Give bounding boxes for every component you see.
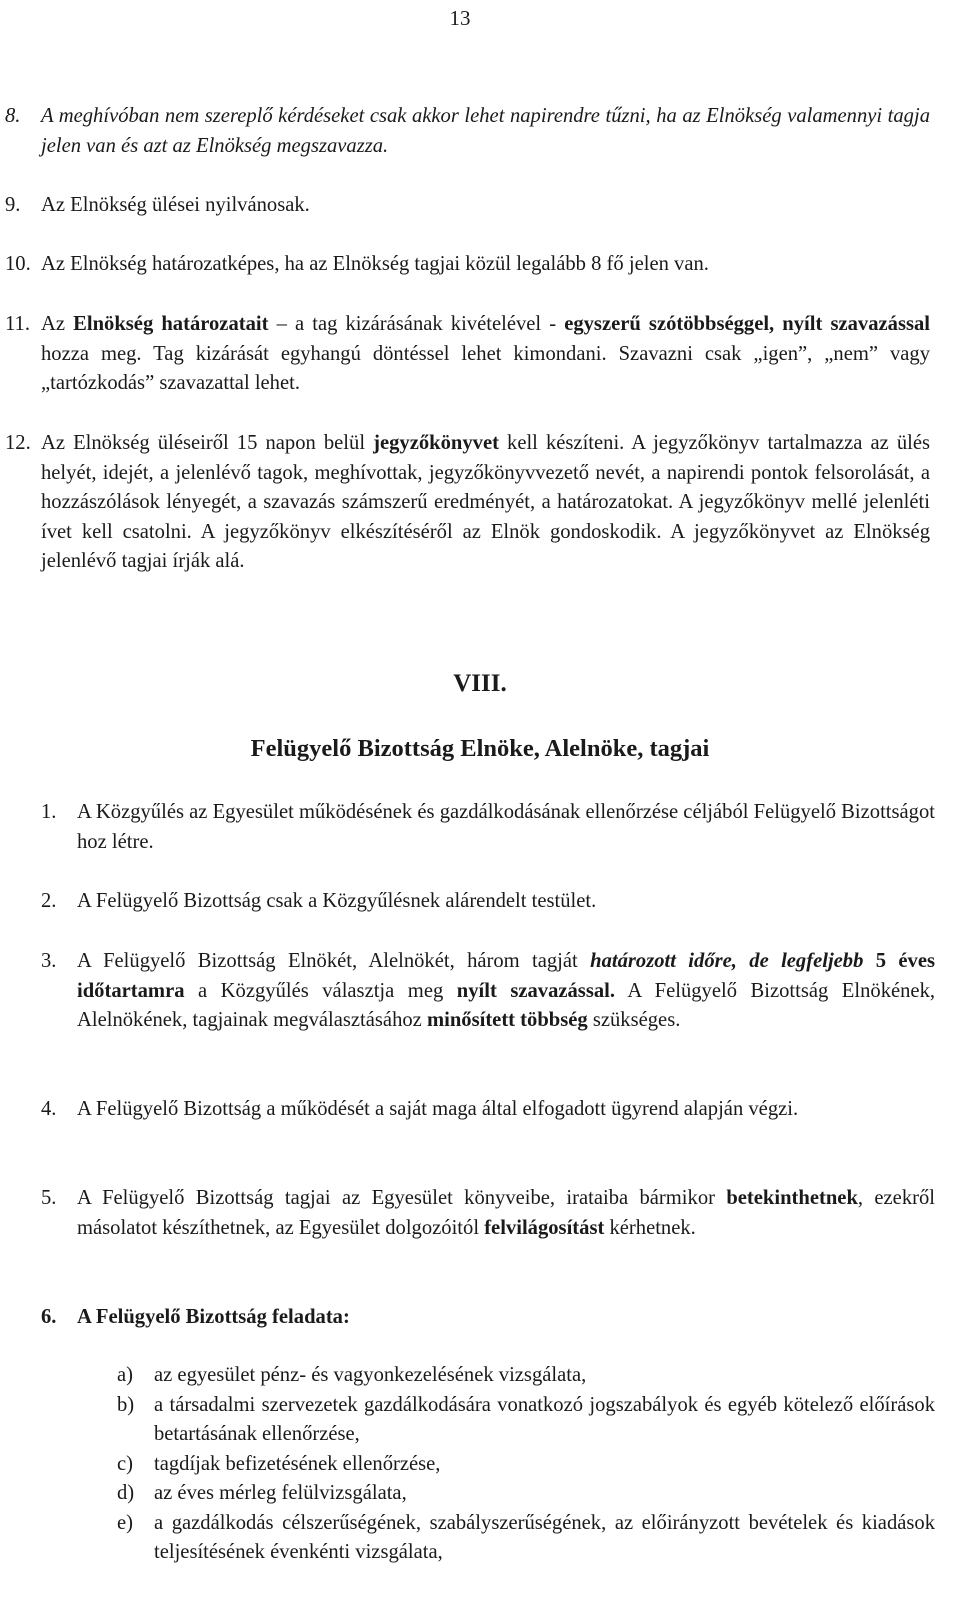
task-letter: d) bbox=[117, 1482, 135, 1504]
item-text: A Felügyelő Bizottság a működését a saját maga által elfogadott ügyrend alapján végzi. bbox=[77, 1098, 799, 1120]
fb-item-4 bbox=[41, 1095, 935, 1125]
task-text: az éves mérleg felülvizsgálata, bbox=[154, 1482, 407, 1504]
item-number: 1. bbox=[41, 801, 57, 823]
task-list-item bbox=[117, 1479, 935, 1509]
task-list-item bbox=[117, 1450, 935, 1480]
item-8 bbox=[5, 102, 930, 161]
task-letter: c) bbox=[117, 1452, 133, 1475]
task-list-item bbox=[117, 1509, 935, 1568]
item-number: 6. bbox=[41, 1306, 57, 1328]
task-letter: b) bbox=[117, 1393, 135, 1416]
item-text: Az Elnökség üléseiről 15 napon belül jegyzőkönyvet kell készíteni. A jegyzőkönyv tartalmazza az ülés helyét, idejét, a jelenlévő tagok, meghívottak, jegyzőkönyvvezető nevét, a napirendi pontok felsorolását, a hozzászólások lényegét, a szavazás számszerű eredményét, a határozatokat. A jegyzőkönyv mellé jelenléti ívet kell csatolni. A jegyzőkönyv elkészítéséről az Elnök gondoskodik. A jegyzőkönyvet az Elnökség jelenlévő tagjai írják alá. bbox=[41, 432, 931, 572]
item-text: Az Elnökség határozatait – a tag kizárásának kivételével - egyszerű szótöbbséggel, nyílt szavazással hozza meg. Tag kizárását egyhangú döntéssel lehet kimondani. Szavazni csak „igen”, „nem” vagy „tartózkodás” szavazattal lehet. bbox=[41, 313, 930, 394]
item-number: 10. bbox=[5, 253, 31, 275]
fb-item-5 bbox=[41, 1184, 935, 1243]
task-letter: e) bbox=[117, 1511, 133, 1534]
item-text: A Közgyűlés az Egyesület működésének és gazdálkodásának ellenőrzése céljából Felügyelő Bizottságot hoz létre. bbox=[77, 801, 935, 853]
task-text: az egyesület pénz- és vagyonkezelésének vizsgálata, bbox=[154, 1364, 587, 1386]
fb-item-6 bbox=[41, 1303, 935, 1333]
task-list-item bbox=[117, 1391, 935, 1450]
task-text: a társadalmi szervezetek gazdálkodására vonatkozó jogszabályok és egyéb kötelező előírások betartásának ellenőrzése, bbox=[154, 1393, 935, 1445]
item-text: A Felügyelő Bizottság tagjai az Egyesület könyveibe, irataiba bármikor betekinthetnek, ezekről másolatot készíthetnek, az Egyesület dolgozóitól felvilágosítást kérhetnek. bbox=[77, 1187, 935, 1239]
item-number: 2. bbox=[41, 890, 57, 912]
fb-item-1 bbox=[41, 798, 935, 857]
item-number: 9. bbox=[5, 194, 21, 216]
item-text: Az Elnökség határozatképes, ha az Elnökség tagjai közül legalább 8 fő jelen van. bbox=[41, 253, 709, 275]
section-roman-numeral: VIII. bbox=[453, 670, 507, 697]
task-list-item bbox=[117, 1361, 935, 1391]
section-title: Felügyelő Bizottság Elnöke, Alelnöke, tagjai bbox=[250, 735, 710, 762]
item-text: A Felügyelő Bizottság Elnökét, Alelnökét, három tagját határozott időre, de legfeljebb 5 éves időtartamra a Közgyűlés választja meg nyílt szavazással. A Felügyelő Bizottság Elnökének, Alelnökének, tagjainak megválasztásához minősített többség szükséges. bbox=[77, 950, 936, 1031]
item-number: 11. bbox=[5, 313, 30, 335]
item-12 bbox=[5, 429, 930, 577]
fb-item-3 bbox=[41, 947, 935, 1036]
item-number: 4. bbox=[41, 1098, 57, 1120]
item-11 bbox=[5, 310, 930, 399]
item-number: 3. bbox=[41, 950, 57, 972]
item-10 bbox=[5, 250, 930, 280]
item-number: 8. bbox=[5, 105, 21, 127]
item-9 bbox=[5, 191, 930, 221]
page-number: 13 bbox=[449, 6, 471, 30]
item-title: A Felügyelő Bizottság feladata: bbox=[77, 1306, 350, 1328]
item-text: A meghívóban nem szereplő kérdéseket csak akkor lehet napirendre tűzni, ha az Elnökség valamennyi tagja jelen van és azt az Elnökség megszavazza. bbox=[41, 105, 930, 157]
task-letter: a) bbox=[117, 1364, 133, 1386]
fb-item-2 bbox=[41, 887, 935, 917]
item-text: A Felügyelő Bizottság csak a Közgyűlésnek alárendelt testület. bbox=[77, 890, 597, 912]
item-number: 12. bbox=[5, 432, 31, 454]
task-text: a gazdálkodás célszerűségének, szabályszerűségének, az előirányzott bevételek és kiadások teljesítésének évenkénti vizsgálata, bbox=[154, 1511, 935, 1563]
item-number: 5. bbox=[41, 1187, 57, 1209]
item-text: Az Elnökség ülései nyilvánosak. bbox=[41, 194, 310, 216]
task-list bbox=[117, 1361, 935, 1568]
task-text: tagdíjak befizetésének ellenőrzése, bbox=[154, 1452, 441, 1475]
